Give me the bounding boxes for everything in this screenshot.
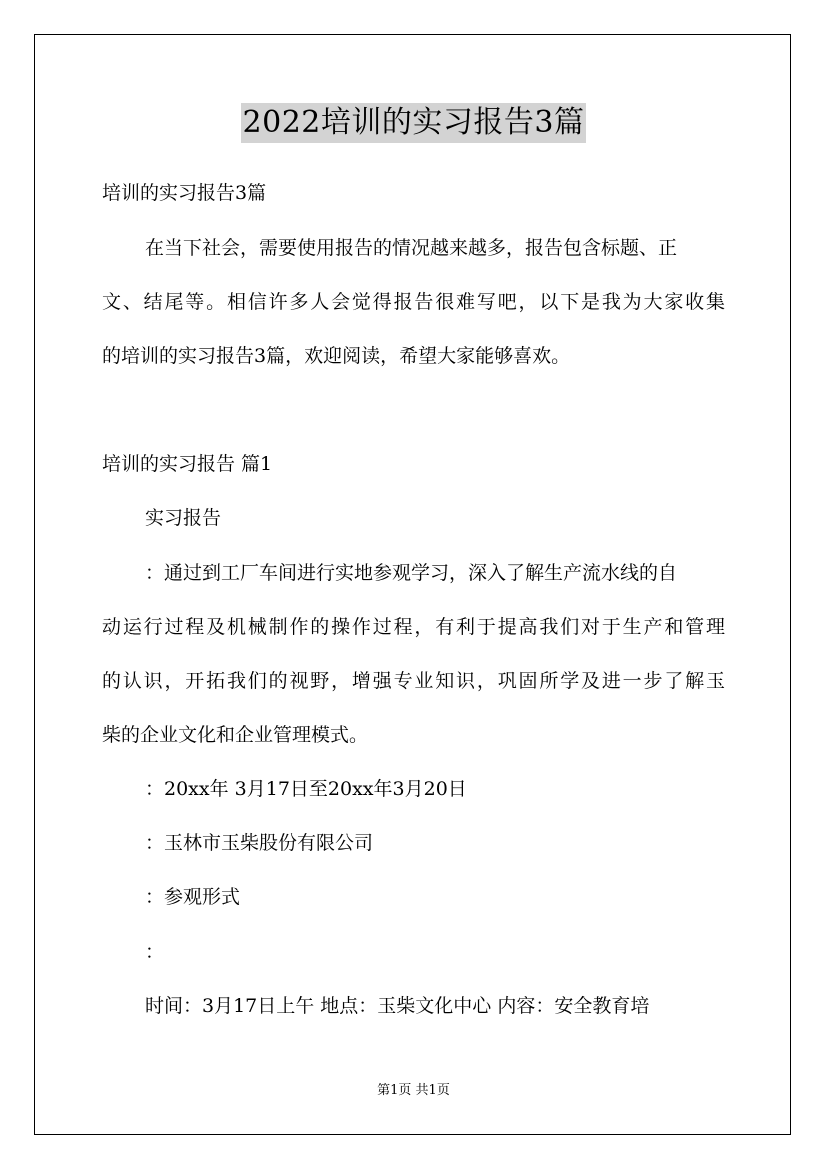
page-footer: 第1页 共1页 (377, 1083, 450, 1098)
purpose-line-1: ：通过到工厂车间进行实地参观学习，深入了解生产流水线的自 (145, 562, 678, 584)
empty-line: ： (145, 941, 165, 963)
title-container (0, 103, 827, 143)
location-line: ：玉林市玉柴股份有限公司 (145, 832, 374, 854)
form-line: ：参观形式 (145, 886, 241, 908)
section-heading: 培训的实习报告 篇1 (102, 453, 273, 475)
report-label: 实习报告 (145, 507, 222, 529)
purpose-line-3: 的认识，开拓我们的视野，增强专业知识，巩固所学及进一步了解玉 (102, 670, 725, 692)
purpose-line-2: 动运行过程及机械制作的操作过程，有利于提高我们对于生产和管理 (102, 616, 725, 638)
document-title: 2022培训的实习报告3篇 (241, 103, 587, 143)
schedule-line: 时间：3月17日上午 地点：玉柴文化中心 内容：安全教育培 (145, 995, 650, 1017)
purpose-line-4: 柴的企业文化和企业管理模式。 (102, 724, 369, 746)
intro-line-1: 在当下社会，需要使用报告的情况越来越多，报告包含标题、正 (145, 237, 678, 259)
document-subtitle: 培训的实习报告3篇 (102, 182, 267, 204)
date-line: ：20xx年 3月17日至20xx年3月20日 (145, 778, 467, 800)
intro-line-3: 的培训的实习报告3篇，欢迎阅读，希望大家能够喜欢。 (102, 345, 571, 367)
intro-line-2: 文、结尾等。相信许多人会觉得报告很难写吧，以下是我为大家收集 (102, 291, 725, 313)
